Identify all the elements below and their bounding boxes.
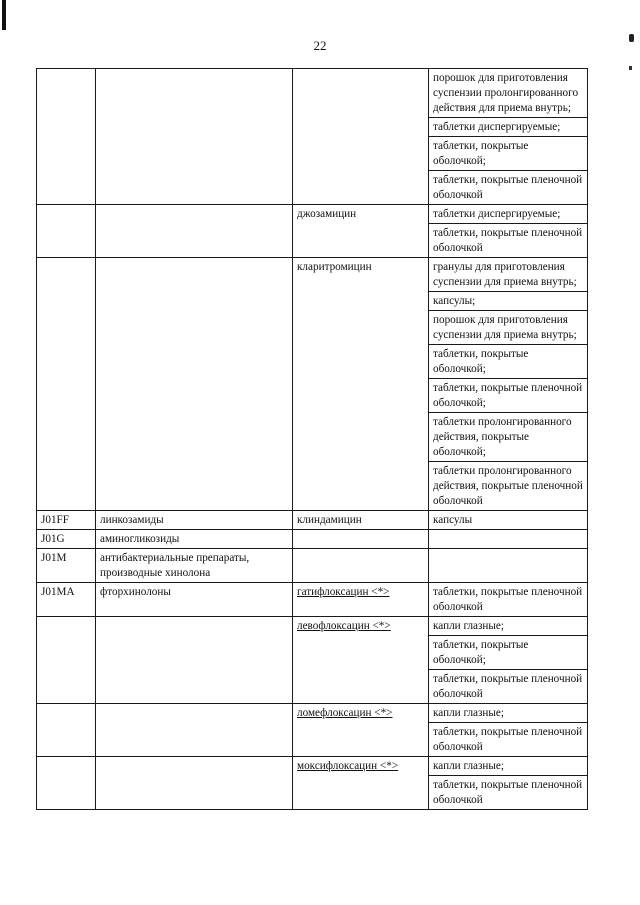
drug-table <box>36 68 588 810</box>
group-name-cell <box>96 258 293 511</box>
atc-code-cell <box>37 704 96 757</box>
dosage-form-cell <box>429 549 588 583</box>
group-name-cell <box>96 617 293 704</box>
dosage-form-cell: гранулы для приготовления суспензии для приема внутрь; <box>429 258 588 292</box>
drug-name-cell <box>293 530 429 549</box>
dosage-form-cell <box>429 530 588 549</box>
dosage-form-cell: порошок для приготовления суспензии для приема внутрь; <box>429 311 588 345</box>
page-number: 22 <box>313 38 327 53</box>
dosage-form-cell: таблетки диспергируемые; <box>429 118 588 137</box>
atc-code-cell <box>37 258 96 511</box>
dosage-form-cell: таблетки, покрытые пленочной оболочкой <box>429 583 588 617</box>
group-name-cell: линкозамиды <box>96 511 293 530</box>
atc-code-cell <box>37 757 96 810</box>
dosage-form-cell: таблетки, покрытые оболочкой; <box>429 636 588 670</box>
drug-name-cell <box>293 549 429 583</box>
dosage-form-cell: таблетки пролонгированного действия, покрытые оболочкой; <box>429 413 588 462</box>
scan-mark <box>2 0 6 30</box>
dosage-form-cell: таблетки, покрытые пленочной оболочкой <box>429 723 588 757</box>
dosage-form-cell: таблетки диспергируемые; <box>429 205 588 224</box>
drug-name-cell: джозамицин <box>293 205 429 258</box>
dosage-form-cell: капли глазные; <box>429 617 588 636</box>
atc-code-cell: J01G <box>37 530 96 549</box>
group-name-cell: аминогликозиды <box>96 530 293 549</box>
table-row <box>37 617 588 636</box>
drug-name-cell <box>293 69 429 205</box>
table-row <box>37 205 588 224</box>
group-name-cell <box>96 704 293 757</box>
drug-name-cell: кларитромицин <box>293 258 429 511</box>
group-name-cell <box>96 205 293 258</box>
table-row <box>37 258 588 292</box>
dosage-form-cell: таблетки, покрытые пленочной оболочкой <box>429 171 588 205</box>
drug-name-cell: левофлоксацин <*> <box>293 617 429 704</box>
dosage-form-cell: порошок для приготовления суспензии пролонгированного действия для приема внутрь; <box>429 69 588 118</box>
table-row <box>37 530 588 549</box>
dosage-form-cell: таблетки, покрытые пленочной оболочкой <box>429 776 588 810</box>
dosage-form-cell: таблетки пролонгированного действия, покрытые пленочной оболочкой <box>429 462 588 511</box>
drug-name-cell: гатифлоксацин <*> <box>293 583 429 617</box>
dosage-form-cell: таблетки, покрытые пленочной оболочкой <box>429 670 588 704</box>
table-row <box>37 69 588 118</box>
dosage-form-cell: капли глазные; <box>429 757 588 776</box>
scan-mark <box>629 66 632 70</box>
group-name-cell: фторхинолоны <box>96 583 293 617</box>
dosage-form-cell: таблетки, покрытые пленочной оболочкой <box>429 224 588 258</box>
dosage-form-cell: таблетки, покрытые пленочной оболочкой; <box>429 379 588 413</box>
atc-code-cell <box>37 617 96 704</box>
atc-code-cell <box>37 69 96 205</box>
atc-code-cell: J01MA <box>37 583 96 617</box>
dosage-form-cell: капли глазные; <box>429 704 588 723</box>
group-name-cell <box>96 757 293 810</box>
dosage-form-cell: таблетки, покрытые оболочкой; <box>429 137 588 171</box>
group-name-cell <box>96 69 293 205</box>
atc-code-cell: J01M <box>37 549 96 583</box>
table-row <box>37 511 588 530</box>
drug-name-cell: моксифлоксацин <*> <box>293 757 429 810</box>
table-row <box>37 704 588 723</box>
dosage-form-cell: капсулы <box>429 511 588 530</box>
drug-name-cell: клиндамицин <box>293 511 429 530</box>
group-name-cell: антибактериальные препараты, производные хинолона <box>96 549 293 583</box>
table-row <box>37 757 588 776</box>
dosage-form-cell: таблетки, покрытые оболочкой; <box>429 345 588 379</box>
drug-name-cell: ломефлоксацин <*> <box>293 704 429 757</box>
dosage-form-cell: капсулы; <box>429 292 588 311</box>
atc-code-cell <box>37 205 96 258</box>
table-row <box>37 583 588 617</box>
atc-code-cell: J01FF <box>37 511 96 530</box>
table-row <box>37 549 588 583</box>
